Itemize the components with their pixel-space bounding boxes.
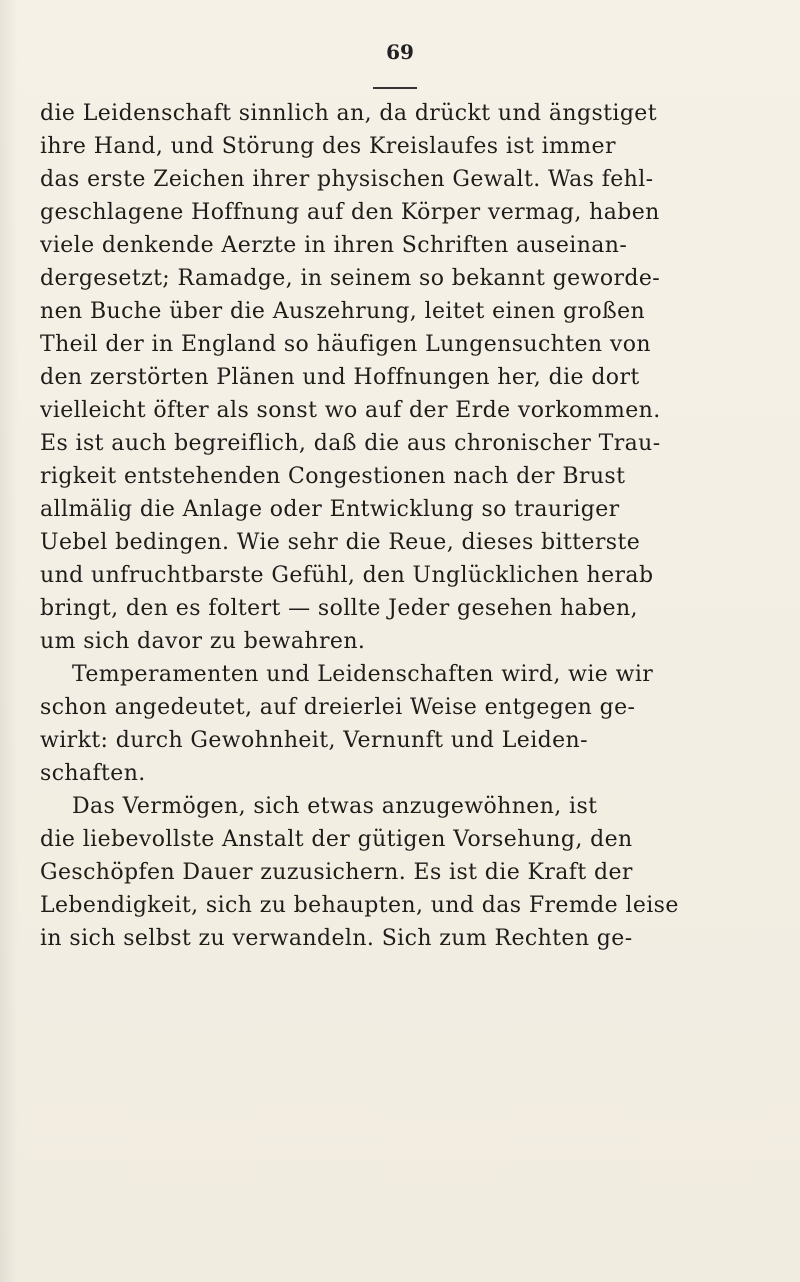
paragraph-start-line: Temperamenten und Leidenschaften wird, wie wir [72, 662, 654, 687]
paragraph-start-line: Das Vermögen, sich etwas anzugewöhnen, ist [72, 794, 598, 819]
text-line: vielleicht öfter als sonst wo auf der Erde vorkommen. [40, 398, 661, 423]
text-line: bringt, den es foltert — sollte Jeder gesehen haben, [40, 596, 638, 621]
text-line: Uebel bedingen. Wie sehr die Reue, dieses bitterste [40, 530, 641, 555]
text-line: in sich selbst zu verwandeln. Sich zum Rechten ge- [40, 926, 633, 951]
text-line: nen Buche über die Auszehrung, leitet einen großen [40, 299, 646, 324]
text-line: Geschöpfen Dauer zuzusichern. Es ist die Kraft der [40, 860, 633, 885]
text-line: schaften. [40, 761, 146, 786]
text-line: die liebevollste Anstalt der gütigen Vorsehung, den [40, 827, 633, 852]
text-line: das erste Zeichen ihrer physischen Gewalt. Was fehl- [40, 167, 654, 192]
text-line: Es ist auch begreiflich, daß die aus chronischer Trau- [40, 431, 661, 456]
text-line: geschlagene Hoffnung auf den Körper vermag, haben [40, 200, 660, 225]
text-line: und unfruchtbarste Gefühl, den Unglücklichen herab [40, 563, 654, 588]
text-line: Theil der in England so häufigen Lungensuchten von [40, 332, 651, 357]
text-line: Lebendigkeit, sich zu behaupten, und das Fremde leise [40, 893, 679, 918]
text-line: schon angedeutet, auf dreierlei Weise entgegen ge- [40, 695, 636, 720]
text-line: ihre Hand, und Störung des Kreislaufes ist immer [40, 134, 616, 159]
text-line: um sich davor zu bewahren. [40, 629, 366, 654]
text-line: die Leidenschaft sinnlich an, da drückt und ängstiget [40, 101, 657, 126]
text-line: viele denkende Aerzte in ihren Schriften auseinan- [40, 233, 628, 258]
text-line: wirkt: durch Gewohnheit, Vernunft und Leiden- [40, 728, 588, 753]
text-line: allmälig die Anlage oder Entwicklung so trauriger [40, 497, 620, 522]
page-number-rule [373, 87, 417, 89]
text-line: den zerstörten Plänen und Hoffnungen her, die dort [40, 365, 640, 390]
text-line: rigkeit entstehenden Congestionen nach der Brust [40, 464, 626, 489]
body-text [40, 97, 788, 955]
page-number: 69 [386, 40, 414, 64]
text-line: dergesetzt; Ramadge, in seinem so bekannt geworde- [40, 266, 661, 291]
page-gutter-shadow [0, 0, 18, 1282]
